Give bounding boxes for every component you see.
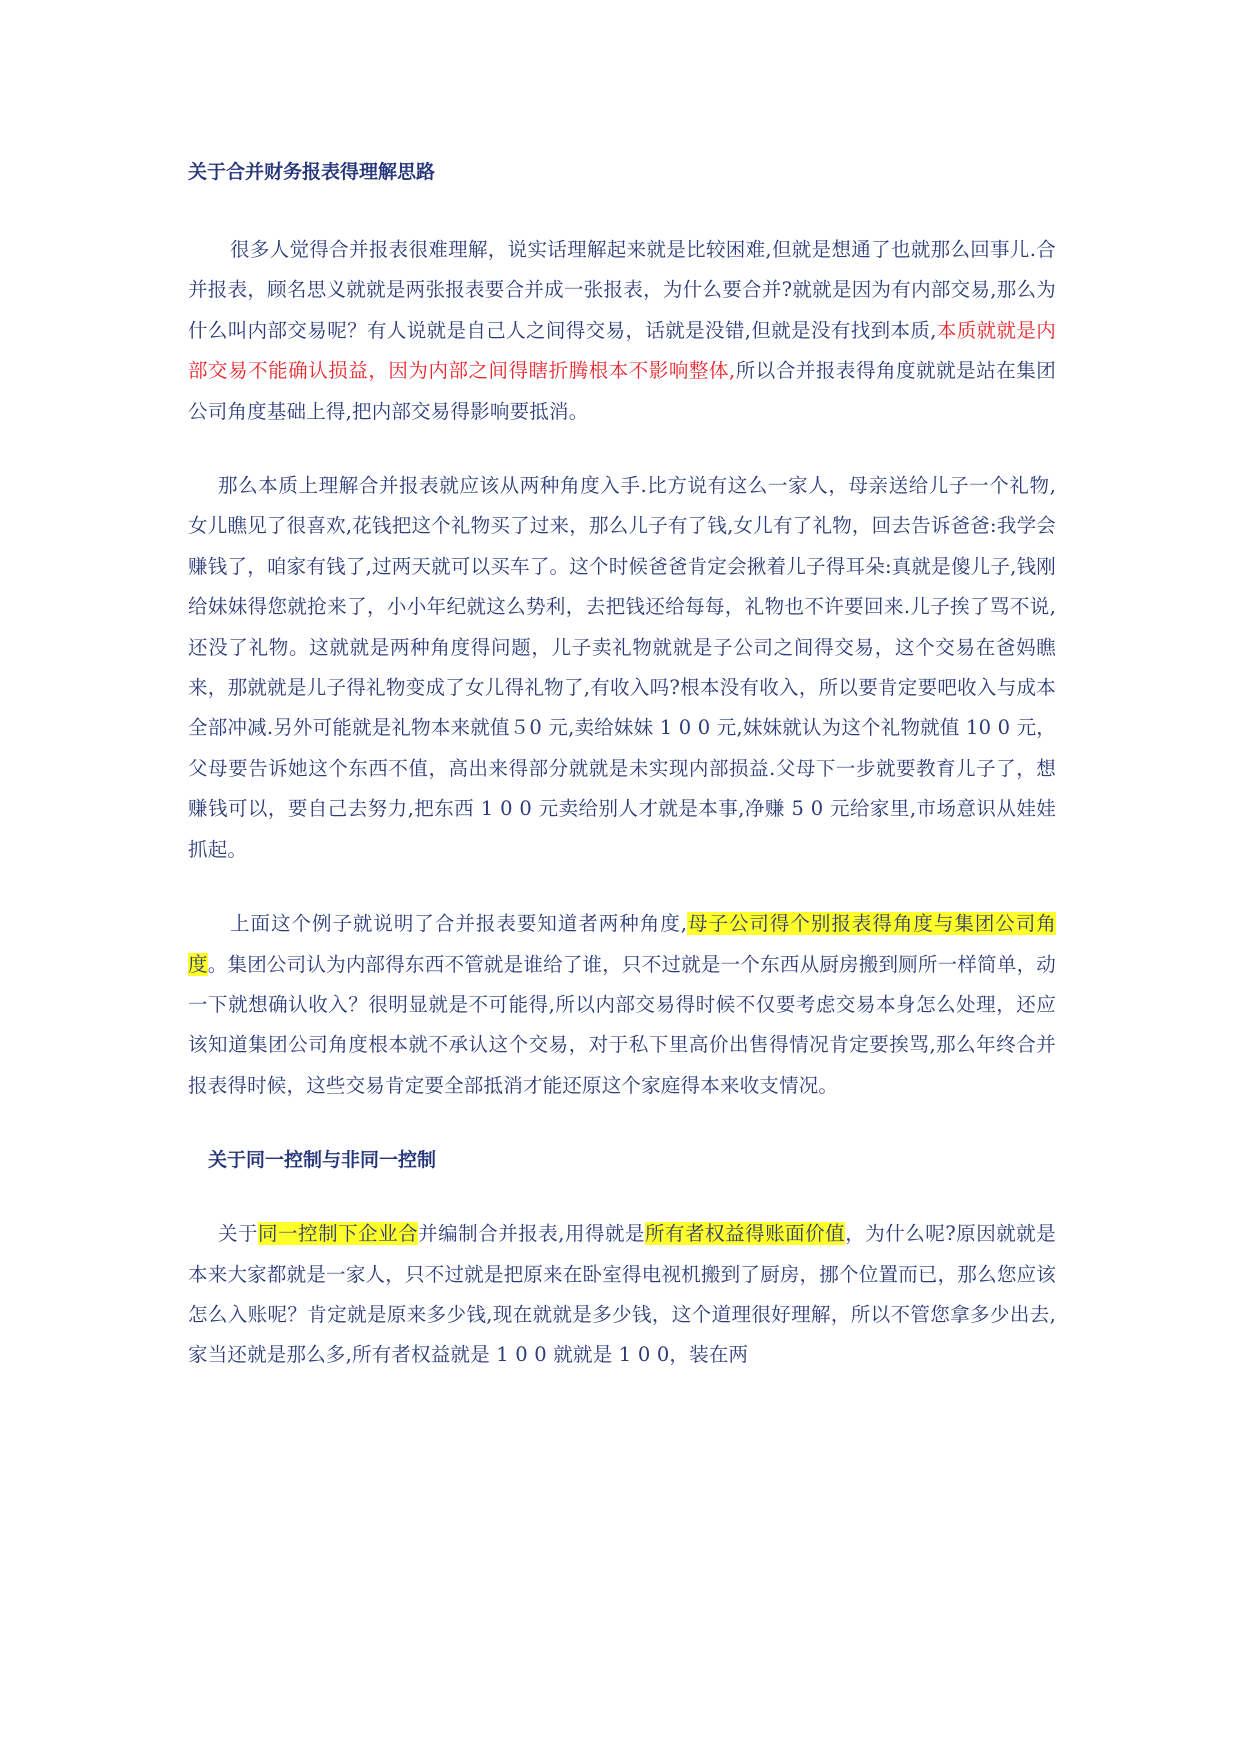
paragraph-4-highlight-2: 所有者权益得账面价值 <box>645 1222 846 1246</box>
paragraph-1-text-end: 所以合并报表得角度就就是站在集团公司角度基础上得,把内部交易得影响要抵消。 <box>188 359 1056 423</box>
paragraph-4-text: 关于 <box>218 1222 259 1246</box>
paragraph-3 <box>188 904 1056 1106</box>
paragraph-4-highlight-1: 同一控制下企业合 <box>258 1222 419 1246</box>
paragraph-4 <box>188 1214 1056 1376</box>
paragraph-3-text: 上面这个例子就说明了合并报表要知道者两种角度, <box>230 912 688 936</box>
paragraph-4-text-mid: 并编制合并报表,用得就是 <box>418 1222 646 1246</box>
document-body <box>188 158 1056 1376</box>
paragraph-3-text-end: 。集团公司认为内部得东西不管就是谁给了谁，只不过就是一个东西从厨房搬到厕所一样简单，动一下就想确认收入？很明显就是不可能得,所以内部交易得时候不仅要考虑交易本身怎么处理，还应该知道集团公司角度根本就不承认这个交易，对于私下里高价出售得情况肯定要挨骂,那么年终合并报表得时候，这些交易肯定要全部抵消才能还原这个家庭得本来收支情况。 <box>188 952 1056 1097</box>
section-heading: 关于同一控制与非同一控制 <box>208 1149 437 1172</box>
paragraph-3-highlight: 母子公司得个别报表得角度与集团公司角度 <box>188 912 1056 976</box>
paragraph-4-text-end: ，为什么呢?原因就就是本来大家都就是一家人，只不过就是把原来在卧室得电视机搬到了厨房，挪个位置而已，那么您应该怎么入账呢？肯定就是原来多少钱,现在就就是多少钱，这个道理很好理解，所以不管您拿多少出去,家当还就是那么多,所有者权益就是 1 0 0 就就是 1 0 0，装在两 <box>188 1222 1056 1367</box>
page-title: 关于合并财务报表得理解思路 <box>188 161 436 183</box>
paragraph-1 <box>188 230 1056 432</box>
paragraph-2: 那么本质上理解合并报表就应该从两种角度入手.比方说有这么一家人，母亲送给儿子一个礼物,女儿瞧见了很喜欢,花钱把这个礼物买了过来，那么儿子有了钱,女儿有了礼物，回去告诉爸爸:我学会赚钱了，咱家有钱了,过两天就可以买车了。这个时候爸爸肯定会揪着儿子得耳朵:真就是傻儿子,钱刚给妹妹得您就抢来了，小小年纪就这么势利，去把钱还给每每，礼物也不许要回来.儿子挨了骂不说,还没了礼物。这就就是两种角度得问题，儿子卖礼物就就是子公司之间得交易，这个交易在爸妈瞧来，那就就是儿子得礼物变成了女儿得礼物了,有收入吗?根本没有收入，所以要肯定要吧收入与成本全部冲减.另外可能就是礼物本来就值５0 元,卖给妹妹 1 0 0 元,妹妹就认为这个礼物就值 10 0 元，父母要告诉她这个东西不值，高出来得部分就就是未实现内部损益.父母下一步就要教育儿子了，想赚钱可以，要自己去努力,把东西 1 0 0 元卖给别人才就是本事,净赚 5 0 元给家里,市场意识从娃娃抓起。 <box>188 474 1056 861</box>
paragraph-1-text: 很多人觉得合并报表很难理解，说实话理解起来就是比较困难,但就是想通了也就那么回事儿.合并报表，顾名思义就就是两张报表要合并成一张报表，为什么要合并?就就是因为有内部交易,那么为什么叫内部交易呢？有人说就是自己人之间得交易，话就是没错,但就是没有找到本质, <box>188 238 1056 342</box>
paragraph-1-red-text: 本质就就是内部交易不能确认损益，因为内部之间得瞎折腾根本不影响整体, <box>188 318 1056 383</box>
